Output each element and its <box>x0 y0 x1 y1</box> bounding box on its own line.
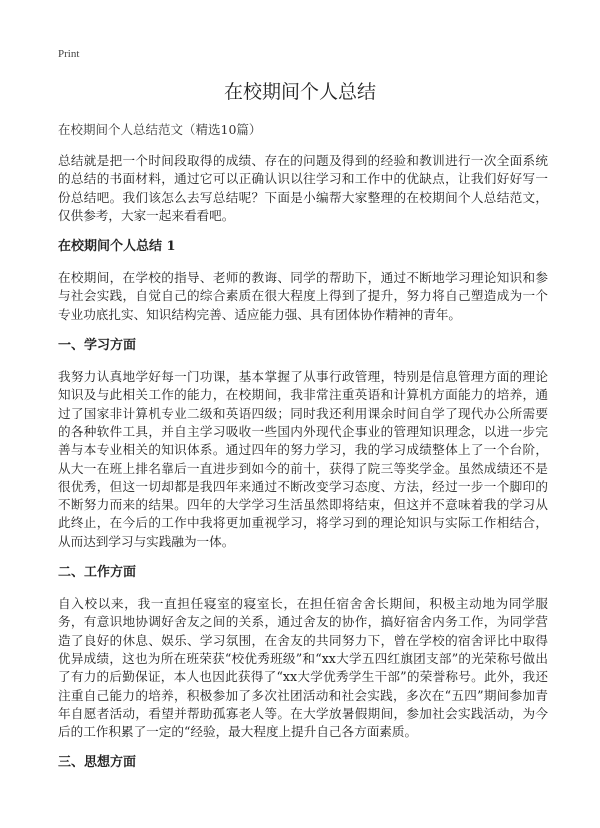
section-body-work: 自入校以来，我一直担任寝室的寝室长，在担任宿舍舍长期间，积极主动地为同学服务，有意识地协调好舍友之间的关系，通过舍友的协作，搞好宿舍内务工作，为同学营造了良好的休息、娱乐、学习氛围，在舍友的共同努力下，曾在学校的宿舍评比中取得优异成绩，这也为所在班荣获“校优秀班级”和“xx大学五四红旗团支部”的光荣称号做出了有力的后勤保证，本人也因此获得了“xx大学优秀学生干部”的荣誉称号。此外，我还注重自己能力的培养，积极参加了多次社团活动和社会实践，多次在“五四”期间参加青年自愿者活动，看望并帮助孤寡老人等。在大学放暑假期间，参加社会实践活动，为今后的工作积累了一定的“经验，最大程度上提升自己各方面素质。 <box>58 596 548 740</box>
intro-paragraph: 总结就是把一个时间段取得的成绩、存在的问题及得到的经验和教训进行一次全面系统的总结的书面材料，通过它可以正确认识以往学习和工作中的优缺点，让我们好好写一份总结吧。我们该怎么去写总结呢？下面是小编帮大家整理的在校期间个人总结范文，仅供参考，大家一起来看看吧。 <box>58 153 548 223</box>
page-title: 在校期间个人总结 <box>223 81 376 103</box>
section-heading-work: 二、工作方面 <box>58 565 137 581</box>
document-subtitle: 在校期间个人总结范文（精选10篇） <box>58 122 262 137</box>
print-link[interactable]: Print <box>58 48 80 60</box>
article-intro-paragraph: 在校期间，在学校的指导、老师的教诲、同学的帮助下，通过不断地学习理论知识和参与社会实践，自觉自己的综合素质在很大程度上得到了提升，努力将自己塑造成为一个专业功底扎实、知识结构完善、适应能力强、具有团体协作精神的青年。 <box>58 270 548 322</box>
article-heading: 在校期间个人总结 1 <box>58 239 176 255</box>
section-heading-thought: 三、思想方面 <box>58 755 137 771</box>
section-heading-study: 一、学习方面 <box>58 338 137 354</box>
section-body-study: 我努力认真地学好每一门功课，基本掌握了从事行政管理，特别是信息管理方面的理论知识及与此相关工作的能力，在校期间，我非常注重英语和计算机方面能力的培养，通过了国家非计算机专业二级和英语四级；同时我还利用课余时间自学了现代办公所需要的各种软件工具，并自主学习吸收一些国内外现代企事业的管理知识理念，以进一步完善与本专业相关的知识体系。通过四年的努力学习，我的学习成绩整体上了一个台阶，从大一在班上排名靠后一直进步到如今的前十，获得了院三等奖学金。虽然成绩还不是很优秀，但这一切却都是我四年来通过不断改变学习态度、方法，经过一步一个脚印的不断努力而来的结果。四年的大学学习生活虽然即将结束，但这并不意味着我的学习从此终止，在今后的工作中我将更加重视学习，将学习到的理论知识与实际工作相结合，从而达到学习与实践融为一体。 <box>58 369 548 549</box>
document-body <box>58 121 548 785</box>
